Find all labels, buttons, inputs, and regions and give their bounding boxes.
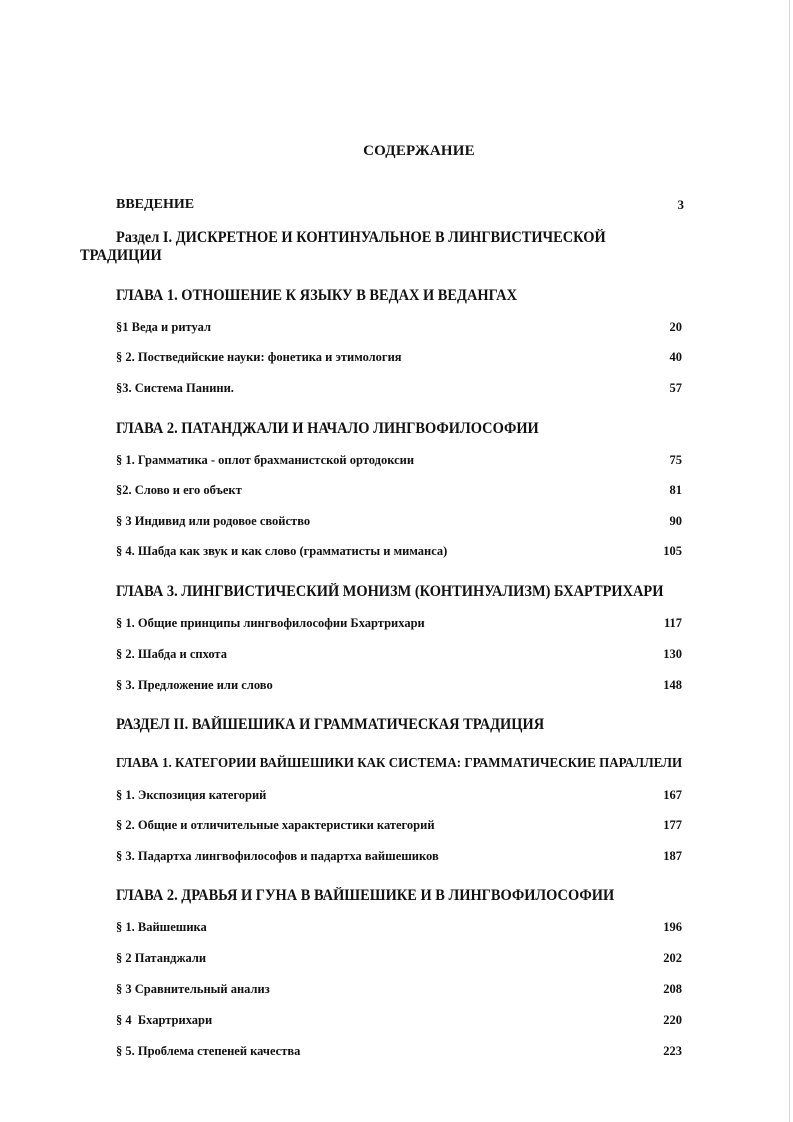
toc-section-label: § 2. Общие и отличительные характеристики категорий [116, 818, 435, 832]
toc-section-page: 223 [663, 1044, 682, 1058]
toc-section-label: § 1. Экспозиция категорий [116, 788, 267, 802]
toc-section-page: 57 [669, 381, 682, 395]
toc-section-label: § 3. Предложение или слово [116, 678, 273, 692]
toc-section-page: 81 [669, 483, 682, 497]
toc-intro-page: 3 [677, 197, 684, 212]
toc-section-label: §2. Слово и его объект [116, 483, 242, 497]
toc-section-label: § 2. Постведийские науки: фонетика и этимология [116, 350, 402, 364]
page-title: СОДЕРЖАНИЕ [363, 143, 475, 159]
toc-section-label: §3. Система Панини. [116, 381, 234, 395]
toc-section-page: 40 [669, 350, 682, 364]
toc-section-page: 220 [663, 1013, 682, 1027]
toc-section-label: § 5. Проблема степеней качества [116, 1044, 301, 1058]
toc-chapter-heading: ГЛАВА 3. ЛИНГВИСТИЧЕСКИЙ МОНИЗМ (КОНТИНУАЛИЗМ) БХАРТРИХАРИ [116, 583, 664, 600]
toc-section-page: 177 [663, 818, 682, 832]
toc-section-label: § 1. Грамматика - оплот брахманистской ортодоксии [116, 453, 415, 467]
toc-chapter-heading: ГЛАВА 2. ДРАВЬЯ И ГУНА В ВАЙШЕШИКЕ И В ЛИНГВОФИЛОСОФИИ [116, 887, 615, 904]
toc-section-page: 117 [663, 616, 682, 630]
toc-part1-heading-line1: Раздел I. ДИСКРЕТНОЕ И КОНТИНУАЛЬНОЕ В ЛИНГВИСТИЧЕСКОЙ [116, 229, 606, 246]
toc-section-label: § 4. Шабда как звук и как слово (грамматисты и миманса) [116, 544, 448, 558]
toc-section-label: §1 Веда и ритуал [116, 320, 211, 334]
toc-section-page: 105 [663, 544, 682, 558]
toc-part2-heading: РАЗДЕЛ II. ВАЙШЕШИКА И ГРАММАТИЧЕСКАЯ ТРАДИЦИЯ [116, 716, 545, 733]
toc-section-label: § 2. Шабда и спхота [116, 647, 227, 661]
toc-section-page: 20 [669, 320, 682, 334]
toc-section-label: § 3 Индивид или родовое свойство [116, 514, 311, 528]
toc-section-label: § 1. Общие принципы лингвофилософии Бхартрихари [116, 616, 425, 630]
toc-section-label: § 4 Бхартрихари [116, 1013, 213, 1027]
scan-edge [789, 0, 790, 1122]
toc-section-label: § 1. Вайшешика [116, 920, 207, 934]
toc-section-page: 148 [663, 678, 682, 692]
toc-section-page: 167 [663, 788, 682, 802]
toc-section-page: 202 [663, 951, 682, 965]
toc-chapter-heading: ГЛАВА 1. КАТЕГОРИИ ВАЙШЕШИКИ КАК СИСТЕМА: ГРАММАТИЧЕСКИЕ ПАРАЛЛЕЛИ [116, 756, 683, 771]
toc-section-page: 130 [663, 647, 682, 661]
toc-section-label: § 3. Падартха лингвофилософов и падартха вайшешиков [116, 849, 439, 863]
toc-part1-heading-line2: ТРАДИЦИИ [80, 247, 162, 264]
toc-section-page: 75 [669, 453, 682, 467]
toc-section-label: § 3 Сравнительный анализ [116, 982, 270, 996]
toc-section-page: 196 [663, 920, 682, 934]
toc-section-label: § 2 Патанджали [116, 951, 207, 965]
toc-intro-label: ВВЕДЕНИЕ [116, 197, 195, 212]
toc-chapter-heading: ГЛАВА 2. ПАТАНДЖАЛИ И НАЧАЛО ЛИНГВОФИЛОСОФИИ [116, 420, 539, 437]
toc-chapter-heading: ГЛАВА 1. ОТНОШЕНИЕ К ЯЗЫКУ В ВЕДАХ И ВЕДАНГАХ [116, 287, 518, 304]
toc-section-page: 90 [669, 514, 682, 528]
toc-section-page: 208 [663, 982, 682, 996]
toc-section-page: 187 [663, 849, 682, 863]
